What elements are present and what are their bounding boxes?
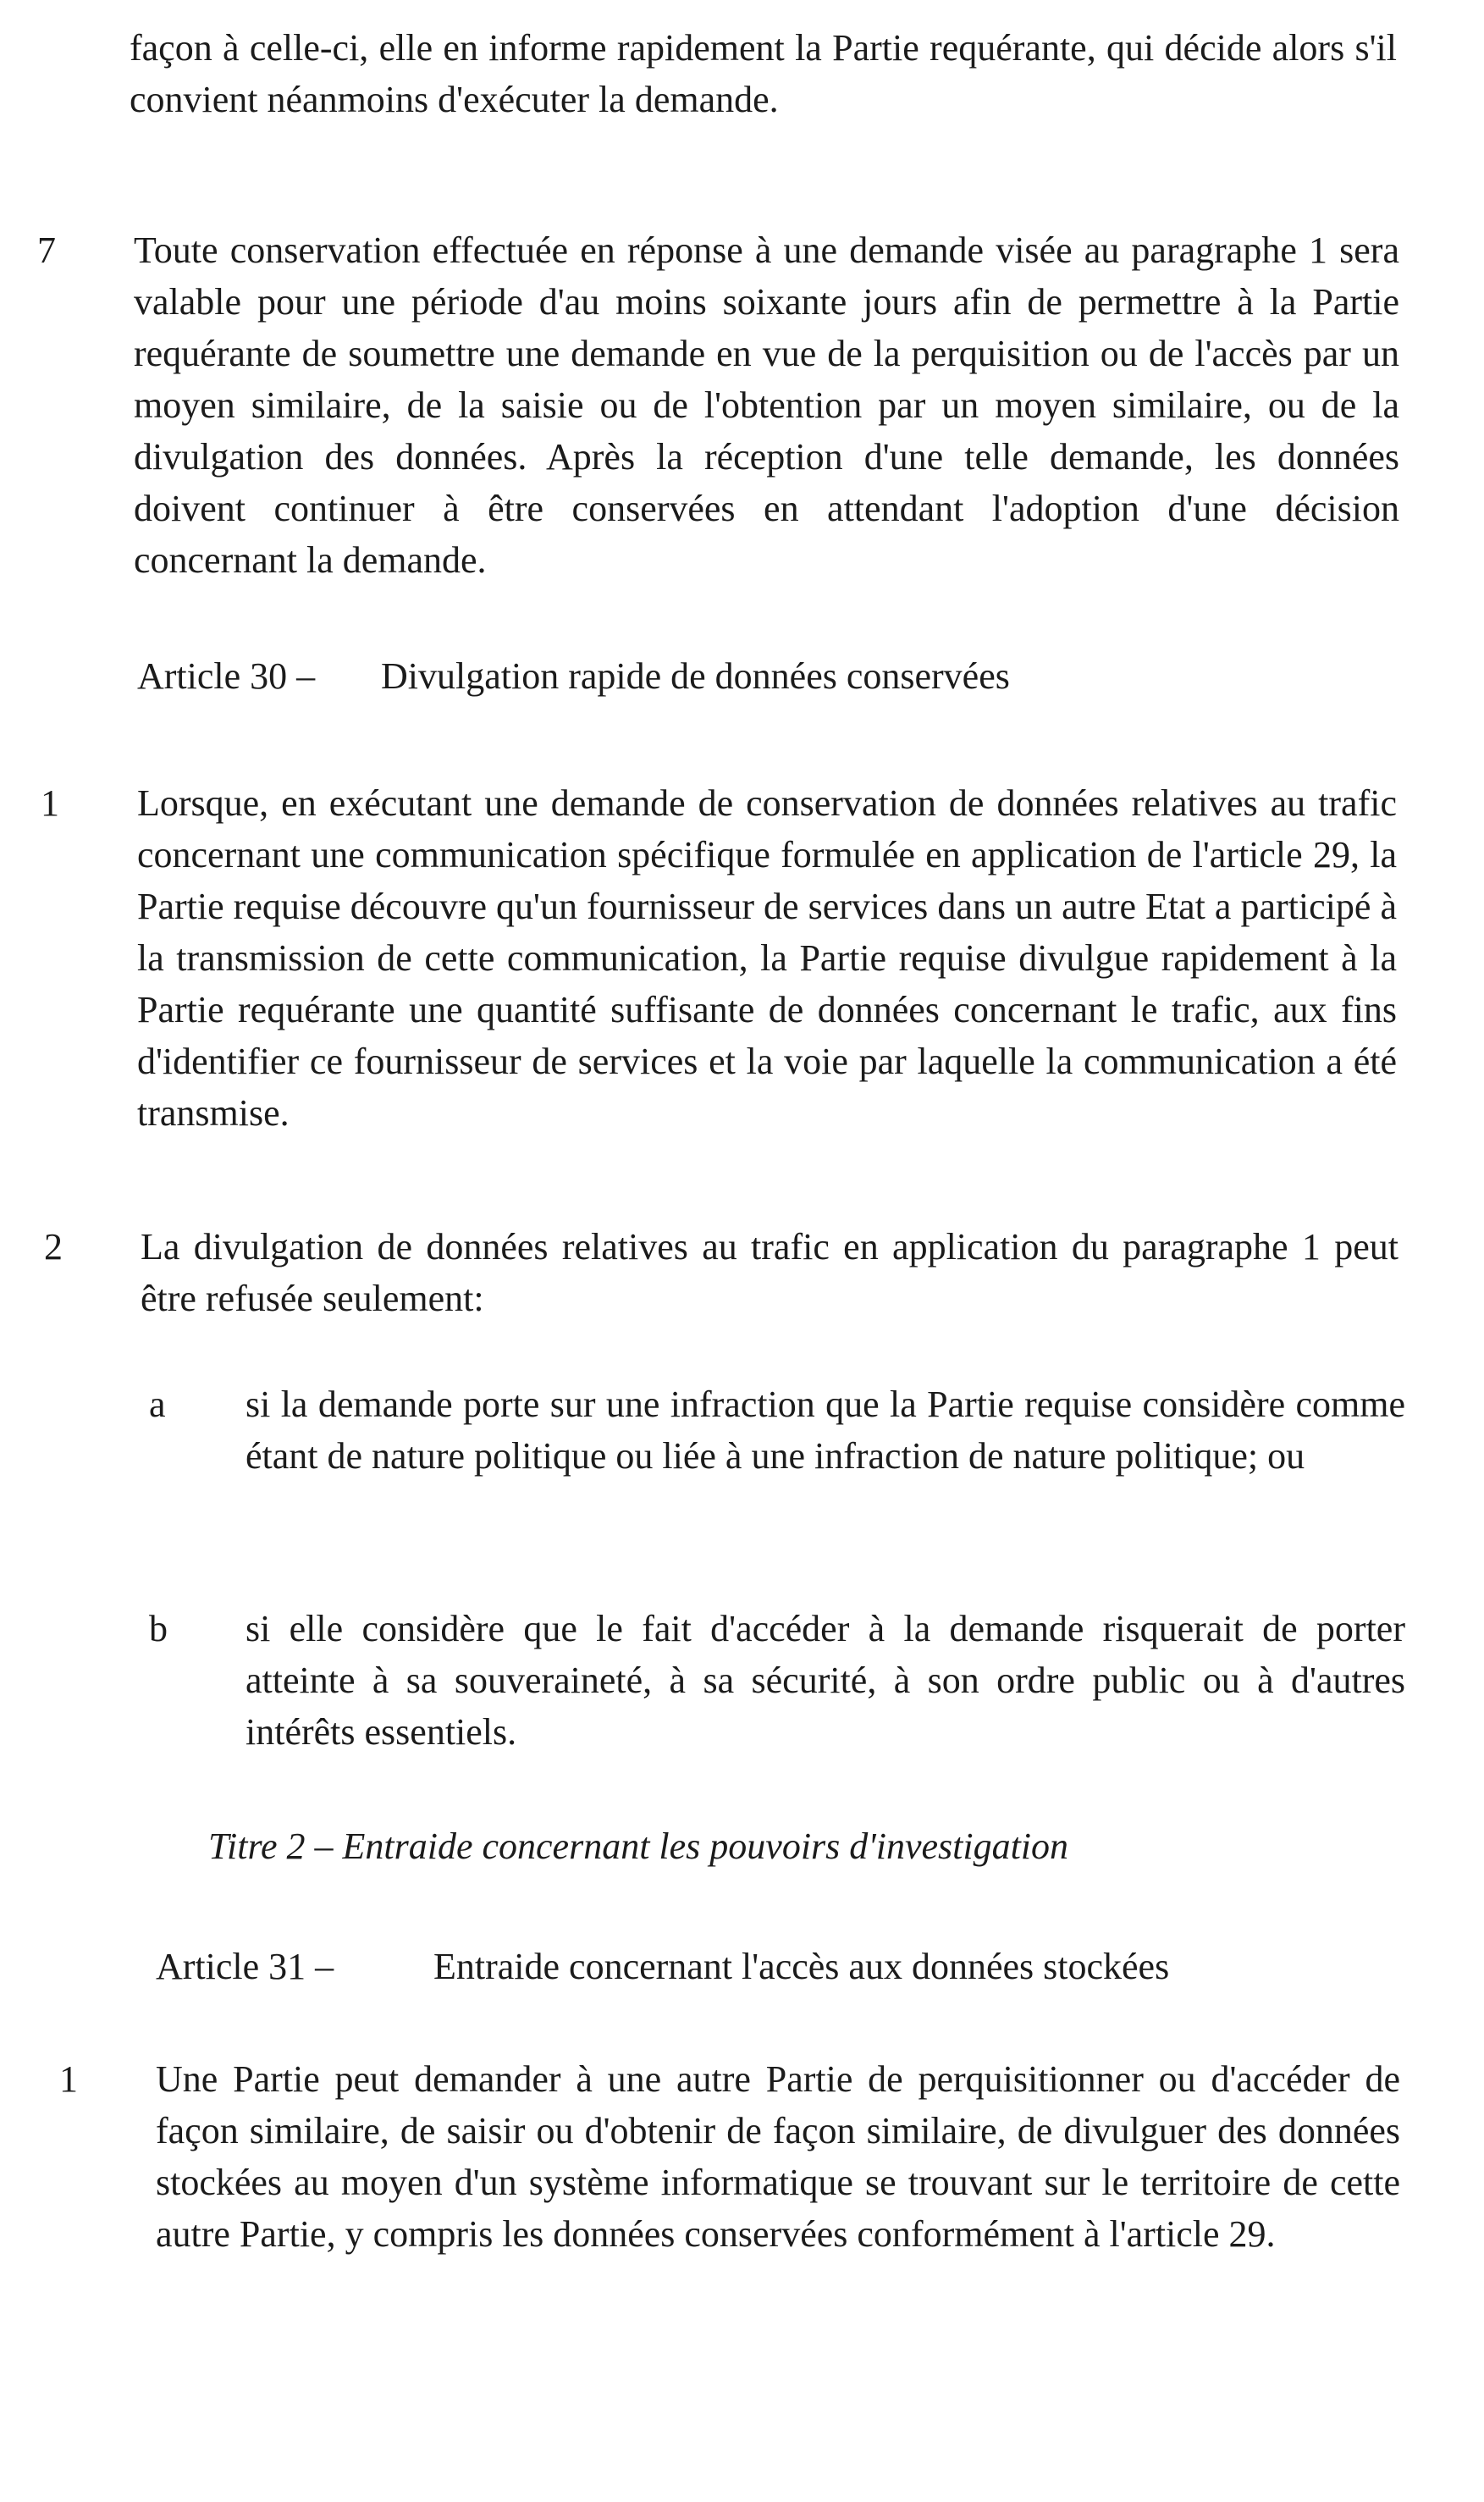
paragraph-7-text: Toute conservation effectuée en réponse à une demande visée au paragraphe 1 sera valable pour une période d'au moins soixante jours afin de permettre à la Partie requérante de soumettre une demande en vue de la perquisition ou de l'accès par un moyen similaire, de la saisie ou de l'obtention par un moyen similaire, ou de la divulgation des données. Après la réception d'une telle demande, les données doivent continuer à être conservées en attendant l'adoption d'une décision concernant la demande. — [134, 229, 1399, 581]
article-30-paragraph-2-number: 2 — [44, 1226, 63, 1268]
subparagraph-a-text: si la demande porte sur une infraction que la Partie requise considère comme étant de nature politique ou liée à une infraction de nature politique; ou — [245, 1384, 1405, 1477]
paragraph-7-number: 7 — [37, 229, 56, 271]
article-31-paragraph-1-text: Une Partie peut demander à une autre Partie de perquisitionner ou d'accéder de façon similaire, de saisir ou d'obtenir de façon similaire, de divulguer des données stockées au moyen d'un système informatique se trouvant sur le territoire de cette autre Partie, y compris les données conservées conformément à l'article 29. — [156, 2058, 1400, 2255]
continuation-paragraph: façon à celle-ci, elle en informe rapidement la Partie requérante, qui décide alors s'il convient néanmoins d'exécuter la demande. — [130, 27, 1397, 120]
title-2-heading: Titre 2 – Entraide concernant les pouvoirs d'investigation — [208, 1825, 1069, 1867]
article-30-paragraph-1-number: 1 — [41, 782, 59, 824]
subparagraph-b-letter: b — [149, 1608, 168, 1649]
subparagraph-a-letter: a — [149, 1384, 166, 1425]
article-30-paragraph-2-text: La divulgation de données relatives au trafic en application du paragraphe 1 peut être refusée seulement: — [141, 1226, 1398, 1319]
article-31-label: Article 31 – — [156, 1946, 334, 1987]
article-30-title: Divulgation rapide de données conservées — [381, 655, 1010, 697]
article-30-label: Article 30 – — [137, 655, 316, 697]
article-31-title: Entraide concernant l'accès aux données stockées — [433, 1946, 1170, 1987]
article-30-paragraph-1-text: Lorsque, en exécutant une demande de conservation de données relatives au trafic concernant une communication spécifique formulée en application de l'article 29, la Partie requise découvre qu'un fournisseur de services dans un autre Etat a participé à la transmission de cette communication, la Partie requise divulgue rapidement à la Partie requérante une quantité suffisante de données concernant le trafic, aux fins d'identifier ce fournisseur de services et la voie par laquelle la communication a été transmise. — [137, 782, 1397, 1134]
article-31-paragraph-1-number: 1 — [59, 2058, 78, 2100]
subparagraph-b-text: si elle considère que le fait d'accéder à la demande risquerait de porter atteinte à sa souveraineté, à sa sécurité, à son ordre public ou à d'autres intérêts essentiels. — [245, 1608, 1405, 1753]
